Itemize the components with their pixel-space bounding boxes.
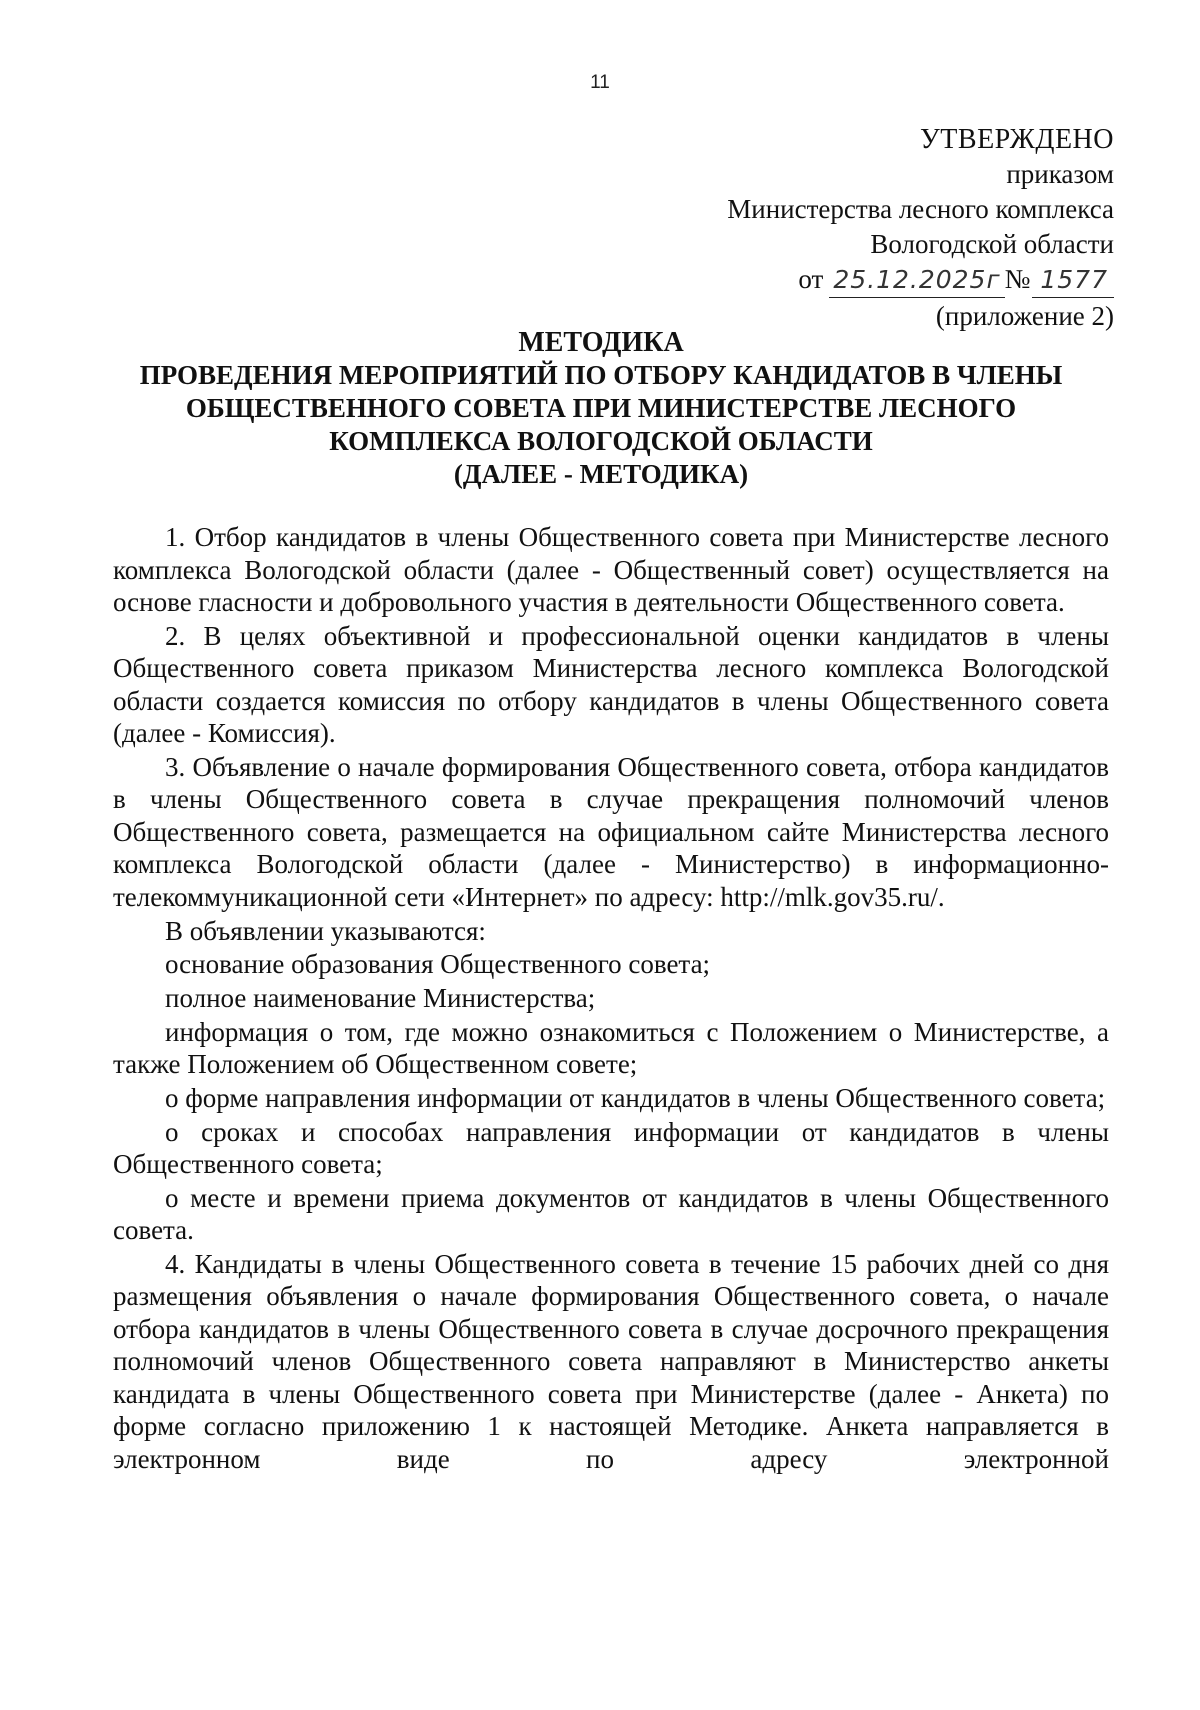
order-date-field [829, 262, 1004, 298]
number-sign: № [1004, 264, 1031, 294]
date-prefix: от [798, 264, 824, 294]
appendix-label: (приложение 2) [935, 301, 1114, 331]
region-name: Вологодской области [870, 229, 1114, 259]
list-item-5: о сроках и способах направления информации от кандидатов в члены Общественного совета; [113, 1116, 1109, 1179]
paragraph-2: 2. В целях объективной и профессиональной оценки кандидатов в члены Общественного совета приказом Министерства лесного комплекса Вологодской области создается комиссия по отбору кандидатов в члены Общественного совета (далее - Комиссия). [113, 620, 1109, 749]
approval-stamp-block [727, 122, 1114, 334]
title-line-4: (ДАЛЕЕ - МЕТОДИКА) [453, 459, 749, 489]
order-date-row [727, 262, 1114, 299]
page-number: 11 [590, 72, 610, 93]
handwritten-number: 1577 [1040, 265, 1108, 294]
title-line-2: ОБЩЕСТВЕННОГО СОВЕТА ПРИ МИНИСТЕРСТВЕ ЛЕСНОГО [185, 393, 1017, 423]
paragraph-1: 1. Отбор кандидатов в члены Общественного совета при Министерстве лесного комплекса Вологодской области (далее - Общественный совет) осуществляется на основе гласности и добровольного участия в деятельности Общественного совета. [113, 522, 1109, 617]
list-intro: В объявлении указываются: [165, 915, 486, 946]
approved-label: УТВЕРЖДЕНО [919, 124, 1114, 155]
by-order-label: приказом [1006, 159, 1114, 189]
list-item-6: о месте и времени приема документов от кандидатов в члены Общественного совета. [113, 1182, 1109, 1246]
list-item-4: о форме направления информации от кандидатов в члены Общественного совета; [165, 1082, 1106, 1113]
document-title [96, 326, 1106, 491]
list-item-2: полное наименование Министерства; [165, 982, 596, 1013]
paragraph-4: 4. Кандидаты в члены Общественного совета в течение 15 рабочих дней со дня размещения объявления о начале формирования Общественного совета, о начале отбора кандидатов в члены Общественного совета в случае досрочного прекращения полномочий членов Общественного совета направляют в Министерство анкеты кандидата в члены Общественного совета при Министерстве (далее - Анкета) по форме согласно приложению 1 к настоящей Методике. Анкета направляется в электронном виде по адресу электронной [113, 1248, 1109, 1474]
handwritten-date: 25.12.2025г [833, 265, 1001, 294]
list-item-1: основание образования Общественного совета; [165, 949, 711, 980]
list-item-3: информация о том, где можно ознакомиться с Положением о Министерстве, а также Положением об Общественном совете; [113, 1016, 1109, 1080]
document-body [113, 521, 1109, 1477]
title-line-1: ПРОВЕДЕНИЯ МЕРОПРИЯТИЙ ПО ОТБОРУ КАНДИДАТОВ В ЧЛЕНЫ [139, 360, 1063, 390]
title-line-3: КОМПЛЕКСА ВОЛОГОДСКОЙ ОБЛАСТИ [329, 426, 873, 456]
paragraph-3: 3. Объявление о начале формирования Общественного совета, отбора кандидатов в члены Общественного совета в случае прекращения полномочий членов Общественного совета, размещается на официальном сайте Министерства лесного комплекса Вологодской области (далее - Министерство) в информационно-телекоммуникационной сети «Интернет» по адресу: http://mlk.gov35.ru/. [113, 751, 1109, 912]
title-heading: МЕТОДИКА [518, 327, 684, 358]
ministry-name: Министерства лесного комплекса [727, 194, 1114, 224]
order-number-field [1032, 262, 1114, 298]
